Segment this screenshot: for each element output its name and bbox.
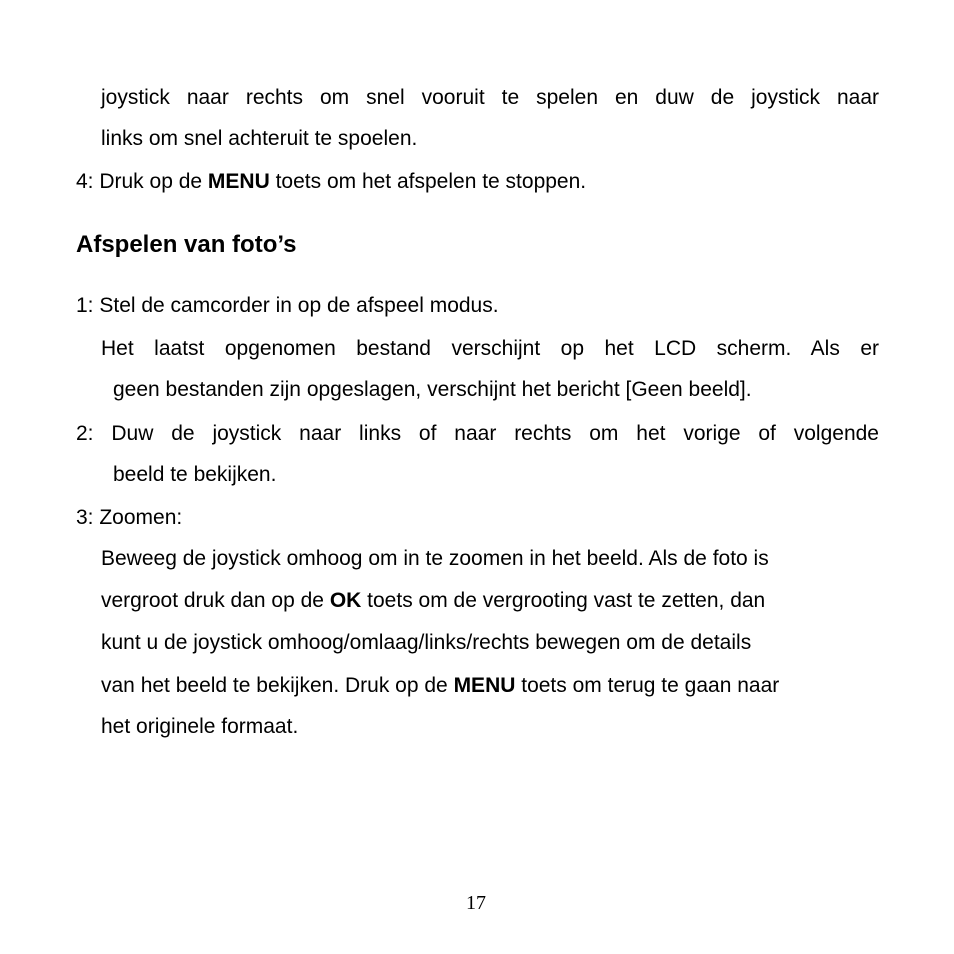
section-heading: Afspelen van foto’s: [76, 231, 297, 258]
step-1-note-line-2: geen bestanden zijn opgeslagen, verschijnt het bericht [Geen beeld].: [113, 378, 752, 401]
page-number: 17: [466, 892, 486, 914]
step-1-instruction: 1: Stel de camcorder in op de afspeel modus.: [76, 294, 499, 317]
step-2-instruction-line-2: beeld te bekijken.: [113, 463, 277, 486]
zoom-line-4-prefix: van het beeld te bekijken. Druk op de: [101, 674, 454, 697]
zoom-line-4-suffix: toets om terug te gaan naar: [515, 674, 780, 697]
step-4-suffix: toets om het afspelen te stoppen.: [269, 170, 587, 193]
menu-key-label: MENU: [453, 674, 516, 697]
step-3-instruction: 3: Zoomen:: [76, 506, 183, 529]
zoom-paragraph-line-1: Beweeg de joystick omhoog om in te zoomen in het beeld. Als de foto is: [101, 547, 769, 570]
step-1-note-line-1: Het laatst opgenomen bestand verschijnt op het LCD scherm. Als er: [101, 337, 879, 360]
zoom-line-2-prefix: vergroot druk dan op de: [101, 589, 330, 612]
zoom-paragraph-line-3: kunt u de joystick omhoog/omlaag/links/rechts bewegen om de details: [101, 631, 752, 654]
ok-key-label: OK: [329, 589, 362, 612]
zoom-paragraph-line-2: [101, 589, 765, 613]
zoom-line-2-suffix: toets om de vergrooting vast te zetten, dan: [361, 589, 766, 612]
menu-key-label: MENU: [207, 170, 270, 193]
step-4-prefix: 4: Druk op de: [76, 170, 208, 193]
step-2-instruction-line-1: 2: Duw de joystick naar links of naar rechts om het vorige of volgende: [76, 422, 879, 445]
continued-paragraph-line-1: joystick naar rechts om snel vooruit te spelen en duw de joystick naar: [101, 86, 879, 109]
zoom-paragraph-line-4: [101, 674, 779, 698]
zoom-paragraph-line-5: het originele formaat.: [101, 715, 299, 738]
step-4-instruction: [76, 170, 586, 194]
continued-paragraph-line-2: links om snel achteruit te spoelen.: [101, 127, 418, 150]
